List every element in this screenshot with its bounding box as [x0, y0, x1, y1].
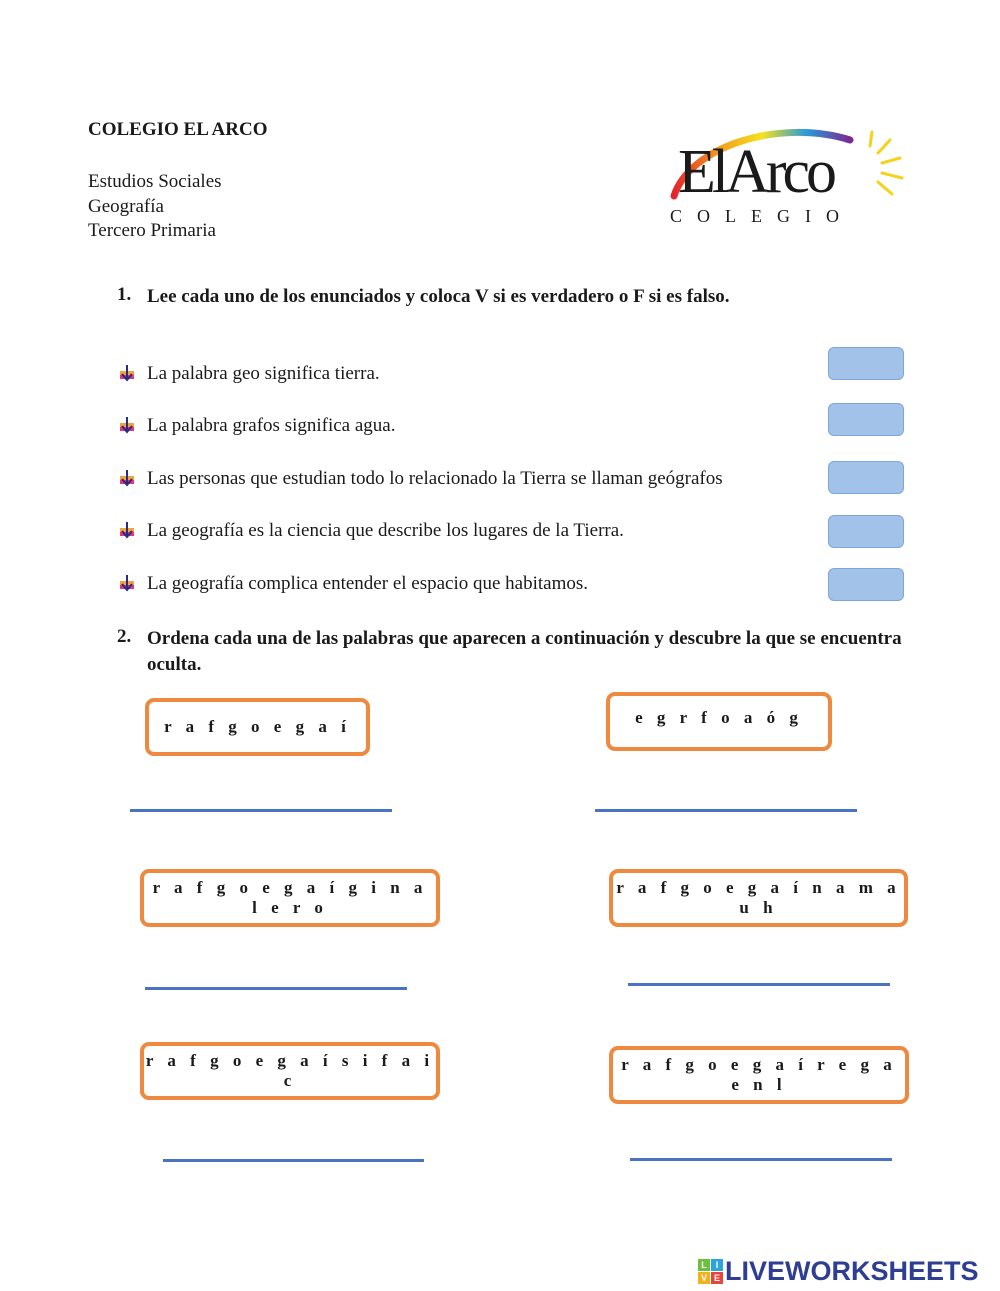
arrow-down-icon [117, 573, 137, 593]
question-1-instruction: Lee cada uno de los enunciados y coloca V si es verdadero o F si es falso. [147, 286, 730, 307]
statement-text: Las personas que estudian todo lo relacionado la Tierra se llaman geógrafos [147, 468, 723, 489]
answer-line[interactable] [145, 987, 407, 990]
liveworksheets-logo[interactable] [698, 1256, 979, 1286]
arrow-down-icon [117, 415, 137, 435]
subject-line: Estudios Sociales [88, 171, 222, 192]
statement-text: La geografía complica entender el espacio que habitamos. [147, 573, 589, 594]
answer-input[interactable] [828, 515, 904, 548]
scrambled-word-box: e g r f o a ó g [606, 692, 832, 751]
question-2-instruction: Ordena cada una de las palabras que aparecen a continuación y descubre la que se encuentra oculta. [147, 628, 902, 675]
answer-line[interactable] [595, 809, 857, 812]
answer-line[interactable] [628, 983, 890, 986]
statement-text: La palabra geo significa tierra. [147, 363, 380, 384]
answer-input[interactable] [828, 461, 904, 494]
sun-icon [870, 132, 902, 194]
question-2-number: 2. [117, 626, 132, 647]
answer-line[interactable] [163, 1159, 424, 1162]
logo-sub-text: COLEGIO [670, 206, 854, 226]
liveworksheets-icon: L I V E [698, 1259, 723, 1284]
scrambled-word-box: r a f g o e g a í r e g a e n l [609, 1046, 909, 1104]
answer-input[interactable] [828, 568, 904, 601]
scrambled-word-box: r a f g o e g a í s i f a i c [140, 1042, 440, 1100]
answer-line[interactable] [130, 809, 392, 812]
question-1-number: 1. [117, 284, 132, 305]
grade-line: Tercero Primaria [88, 220, 216, 241]
scrambled-word-box: r a f g o e g a í g i n a l e r o [140, 869, 440, 927]
arrow-down-icon [117, 363, 137, 383]
answer-input[interactable] [828, 403, 904, 436]
logo-main-text: ElArco [678, 138, 834, 206]
answer-line[interactable] [630, 1158, 892, 1161]
arrow-down-icon [117, 520, 137, 540]
answer-input[interactable] [828, 347, 904, 380]
subject-line: Geografía [88, 196, 164, 217]
arrow-down-icon [117, 468, 137, 488]
liveworksheets-text: LIVEWORKSHEETS [725, 1255, 979, 1286]
statement-text: La palabra grafos significa agua. [147, 415, 396, 436]
school-name: COLEGIO EL ARCO [88, 119, 268, 140]
scrambled-word-box: r a f g o e g a í n a m a u h [609, 869, 908, 927]
scrambled-word-box: r a f g o e g a í [145, 698, 370, 756]
statement-text: La geografía es la ciencia que describe los lugares de la Tierra. [147, 520, 624, 541]
school-logo [660, 118, 920, 228]
